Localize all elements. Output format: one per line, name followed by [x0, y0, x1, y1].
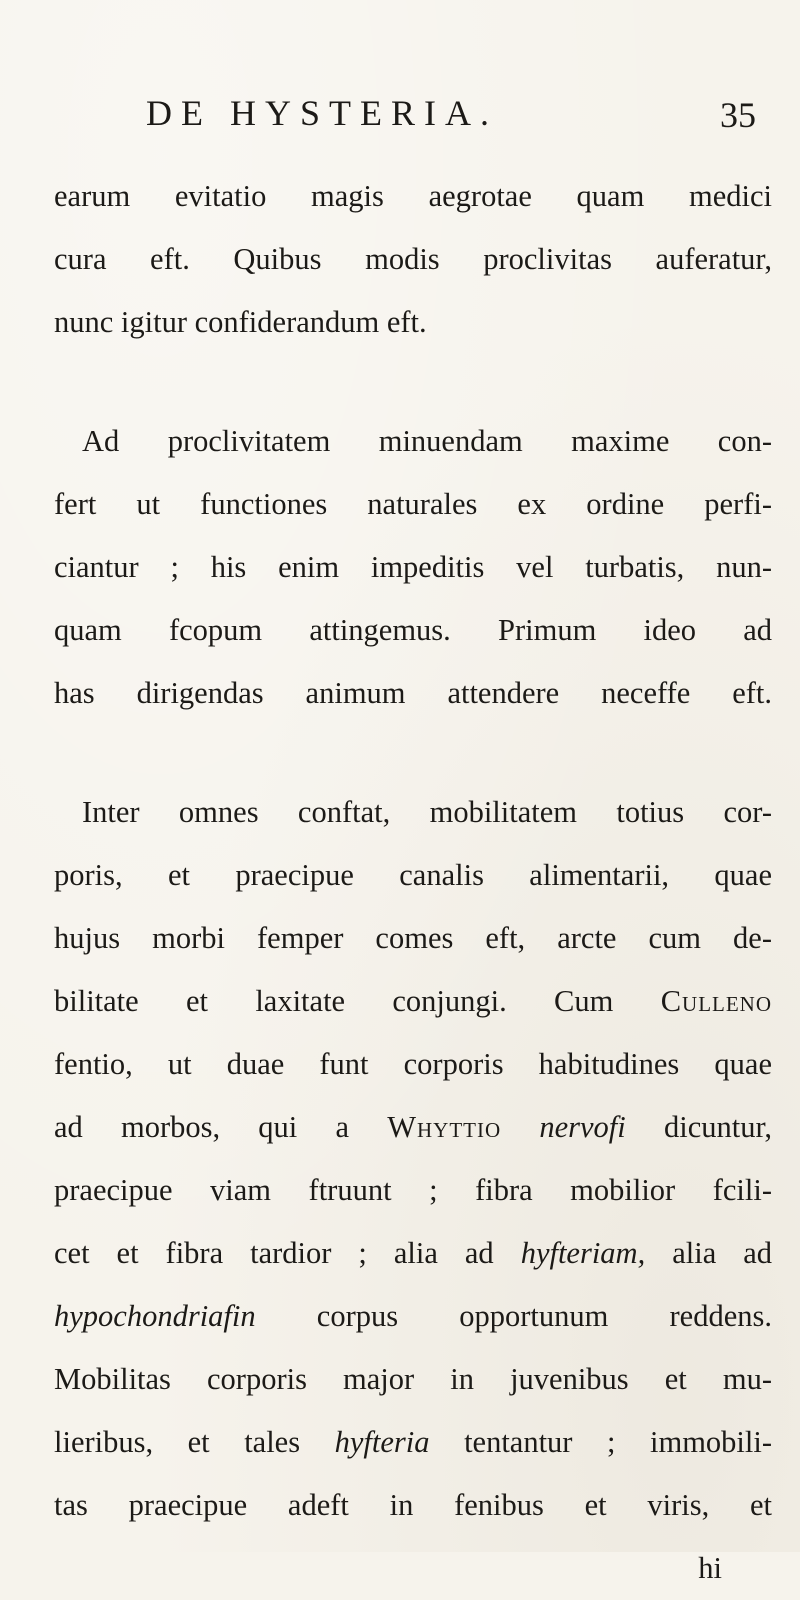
author-name-whyttio: Whyttio [387, 1110, 502, 1144]
paragraph-gap [54, 354, 772, 410]
text-line: tas praecipue adeft in fenibus et viris, et [54, 1488, 772, 1522]
text-line [54, 1411, 772, 1474]
page-header [0, 88, 800, 138]
text-line: praecipue viam ftruunt ; fibra mobilior fcili- [54, 1173, 772, 1207]
text-line: poris, et praecipue canalis alimentarii, quae [54, 858, 772, 892]
text-line [54, 1096, 772, 1159]
text-line: ciantur ; his enim impeditis vel turbatis, nun- [54, 550, 772, 584]
text-line: Mobilitas corporis major in juvenibus et mu- [54, 1362, 772, 1396]
text-line: fentio, ut duae funt corporis habitudines quae [54, 1047, 772, 1081]
text-line: quam fcopum attingemus. Primum ideo ad [54, 613, 772, 647]
italic-term: hyfteria [334, 1425, 430, 1459]
text-line: cura eft. Quibus modis proclivitas auferatur, [54, 242, 772, 276]
text-line: Ad proclivitatem minuendam maxime con- [82, 424, 772, 458]
text-segment: dicuntur, [663, 1110, 773, 1144]
text-line: hujus morbi femper comes eft, arcte cum de- [54, 921, 772, 955]
italic-term: hyfteriam, [520, 1236, 646, 1270]
text-line: has dirigendas animum attendere neceffe eft. [54, 676, 772, 710]
text-line: earum evitatio magis aegrotae quam medici [54, 179, 772, 213]
author-name-culleno: Culleno [660, 984, 773, 1018]
text-line [54, 970, 772, 1033]
catchword: hi [698, 1551, 722, 1585]
text-line [54, 1222, 772, 1285]
text-segment: cet et fibra tardior ; alia ad [54, 1236, 494, 1270]
text-line [54, 1285, 772, 1348]
italic-term: nervofi [539, 1110, 626, 1144]
text-segment: alia ad [672, 1236, 773, 1270]
page-number: 35 [720, 95, 756, 135]
text-segment: bilitate et laxitate conjungi. Cum [54, 984, 614, 1018]
paragraph-gap [54, 725, 772, 781]
text-segment: corpus opportunum reddens. [316, 1299, 772, 1333]
running-title: DE HYSTERIA. [146, 93, 498, 133]
body-text [54, 165, 772, 1600]
text-segment: tentantur ; immobili- [464, 1425, 773, 1459]
text-segment: ad morbos, qui a [54, 1110, 350, 1144]
italic-term: hypochondriafin [54, 1299, 256, 1333]
text-line: fert ut functiones naturales ex ordine perfi- [54, 487, 772, 521]
text-line: Inter omnes conftat, mobilitatem totius cor- [82, 795, 772, 829]
text-line: nunc igitur confiderandum eft. [54, 305, 427, 339]
text-segment: lieribus, et tales [54, 1425, 301, 1459]
